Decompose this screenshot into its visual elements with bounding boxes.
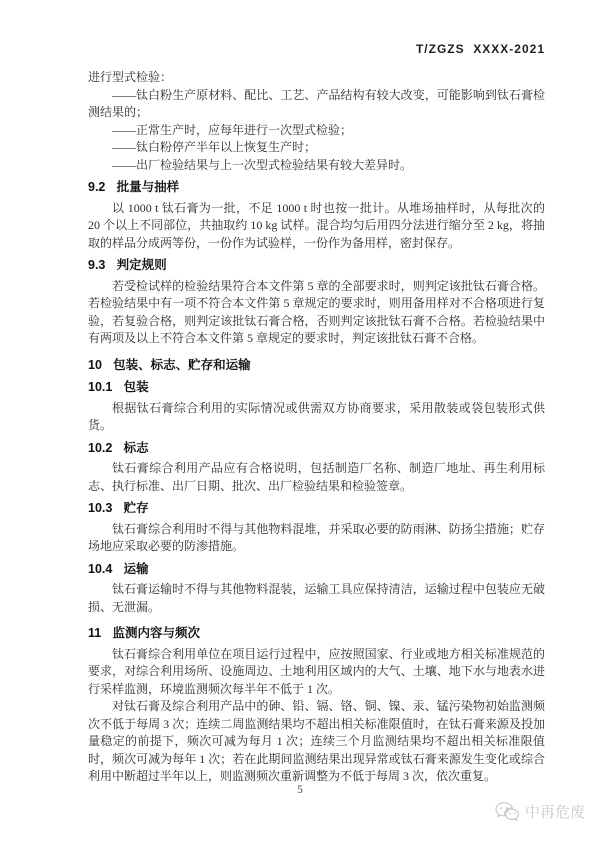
section-paragraph: 根据钛石膏综合利用的实际情况或供需双方协商要求，采用散装或袋包装形式供货。 — [88, 400, 545, 432]
section-number: 9.2 — [88, 180, 106, 194]
intro-dash-item: ——钛白粉生产原材料、配比、工艺、产品结构有较大改变，可能影响到钛石膏检测结果的； — [88, 87, 545, 119]
section-heading-10-1 — [88, 379, 545, 397]
section-heading-10 — [88, 357, 545, 375]
section-paragraph: 以 1000 t 钛石膏为一批，不足 1000 t 时也按一批计。从堆场抽样时，从每批次的 20 个以上不同部位，共抽取约 10 kg 试样。混合均匀后用四分法进行缩分至 2 kg，将抽取的样品分成两等份，一份作为试验样，一份作为备用样，密封保存。 — [88, 200, 545, 250]
page-number: 5 — [297, 784, 303, 796]
section-paragraph: 钛石膏综合利用时不得与其他物料混堆，并采取必要的防雨淋、防扬尘措施；贮存场地应采取必要的防渗措施。 — [88, 521, 545, 553]
standard-code-header: T/ZGZS XXXX-2021 — [415, 42, 545, 56]
section-title: 包装 — [123, 380, 149, 394]
section-number: 10.4 — [88, 561, 113, 576]
watermark-text: 中再危废 — [524, 804, 585, 821]
section-number: 10.1 — [88, 380, 113, 394]
section-number: 11 — [88, 626, 102, 640]
section-title: 批量与抽样 — [116, 180, 180, 194]
intro-lead-paragraph: 进行型式检验： — [88, 70, 173, 84]
section-heading-10-3 — [88, 500, 545, 518]
section-title: 运输 — [123, 561, 149, 576]
section-title: 标志 — [123, 440, 149, 455]
section-heading-9-2 — [88, 179, 545, 197]
wechat-icon — [494, 801, 520, 822]
document-content — [88, 69, 545, 786]
intro-dash-item: ——出厂检验结果与上一次型式检验结果有较大差异时。 — [112, 157, 413, 172]
section-number: 9.3 — [88, 258, 106, 272]
intro-dash-item: ——正常生产时，应每年进行一次型式检验； — [112, 122, 353, 137]
section-heading-10-2 — [88, 440, 545, 458]
section-title: 贮存 — [123, 501, 149, 515]
section-paragraph: 钛石膏综合利用单位在项目运行过程中，应按照国家、行业或地方相关标准规范的要求，对综合利用场所、设施周边、土地利用区域内的大气、土壤、地下水与地表水进行采样监测，环境监测频次每半年不低于 1 次。 — [88, 646, 545, 696]
intro-dash-item: ——钛白粉停产半年以上恢复生产时； — [112, 140, 317, 154]
section-paragraph: 若受检试样的检验结果符合本文件第 5 章的全部要求时，则判定该批钛石膏合格。若检验结果中有一项不符合本文件第 5 章规定的要求时，则用备用样对不合格项进行复验，若复验合格，则判定该批钛石膏合格，否则判定该批钛石膏不合格。若检验结果中有两项及以上不符合本文件第 5 章规定的要求时，判定该批钛石膏不合格。 — [88, 278, 545, 345]
section-number: 10 — [88, 357, 102, 372]
section-title: 监测内容与频次 — [112, 626, 200, 640]
section-title: 包装、标志、贮存和运输 — [113, 357, 251, 372]
section-number: 10.3 — [88, 501, 113, 515]
section-heading-11 — [88, 625, 545, 643]
section-title: 判定规则 — [116, 258, 167, 272]
section-number: 10.2 — [88, 440, 113, 455]
section-paragraph: 对钛石膏及综合利用产品中的砷、铅、镉、铬、铜、镍、汞、锰污染物初始监测频次不低于每周 3 次；连续二周监测结果均不超出相关标准限值时，在钛石膏来源及投加量稳定的前提下，频次可减为每月 1 次；连续三个月监测结果均不超出相关标准限值时，频次可减为每年 1 次；若在此期间监测结果出现异常或钛石膏来源发生变化或综合利用中断超过半年以上，则监测频次重新调整为不低于每周 3 次，依次重复。 — [88, 699, 545, 783]
section-heading-9-3 — [88, 257, 545, 275]
wechat-watermark — [494, 801, 585, 822]
section-heading-10-4 — [88, 561, 545, 579]
section-paragraph: 钛石膏综合利用产品应有合格说明，包括制造厂名称、制造厂地址、再生利用标志、执行标准、出厂日期、批次、出厂检验结果和检验签章。 — [88, 461, 545, 493]
section-paragraph: 钛石膏运输时不得与其他物料混装，运输工具应保持清洁，运输过程中包装应无破损、无泄漏。 — [88, 582, 545, 614]
